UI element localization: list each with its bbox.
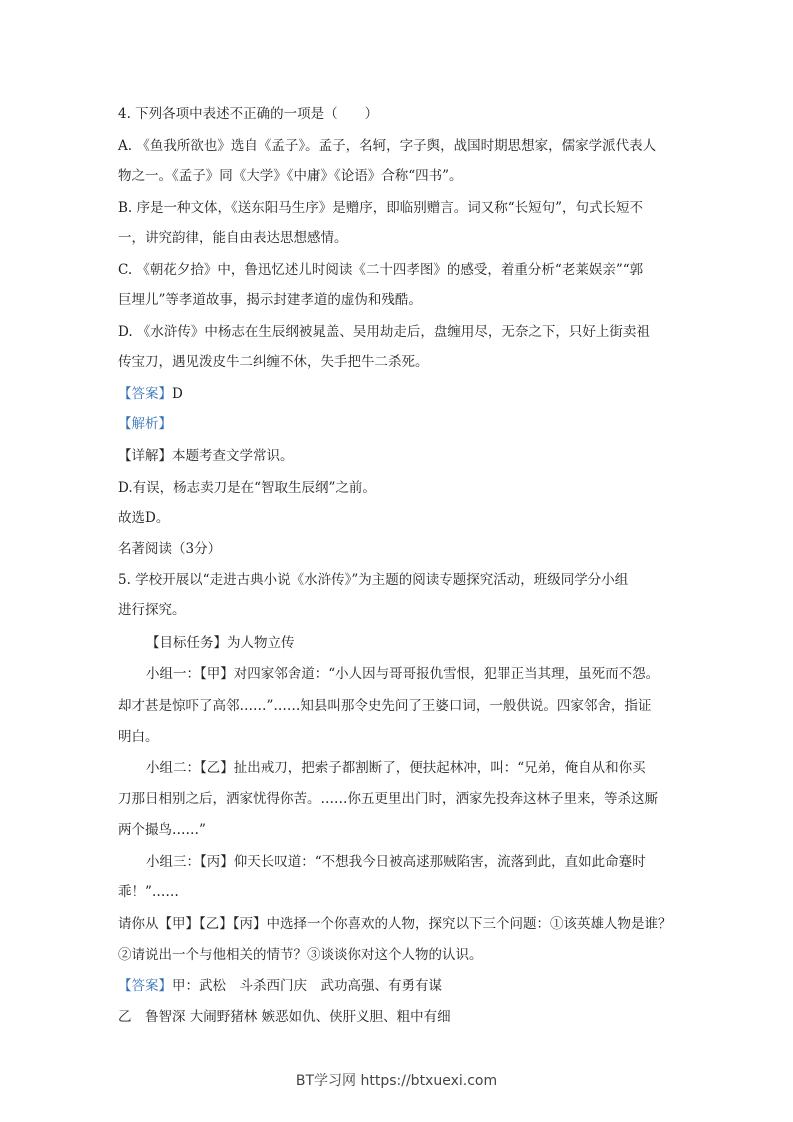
q5-answer-line2: 乙 鲁智深 大闹野猪林 嫉恶如仇、侠肝义胆、粗中有细: [118, 1009, 451, 1025]
section-title: 名著阅读（3分）: [118, 541, 222, 557]
q5-stem-line2: 进行探究。: [118, 602, 186, 618]
group3-line2: 乖！”……: [118, 884, 179, 900]
group1-line1: 小组一：【甲】对四家邻舍道：“小人因与哥哥报仇雪恨，犯罪正当其理，虽死而不怨。: [146, 666, 660, 682]
q4-option-a-line2: 物之一。《孟子》同《大学》《中庸》《论语》合称“四书”。: [118, 168, 463, 184]
answer-tag: 【答案】: [118, 978, 172, 994]
group2-line1: 小组二：【乙】扯出戒刀，把索子都割断了，便扶起林冲，叫：“兄弟，俺自从和你买: [146, 760, 646, 776]
group1-line3: 明白。: [118, 729, 159, 745]
q4-option-d-line1: D. 《水浒传》中杨志在生辰纲被晁盖、吴用劫走后，盘缠用尽，无奈之下，只好上街卖祖: [118, 324, 650, 340]
q4-option-c-line2: 巨埋儿”等孝道故事，揭示封建孝道的虚伪和残酷。: [118, 292, 422, 308]
q4-option-b-line1: B. 序是一种文体，《送东阳马生序》是赠序，即临别赠言。词又称“长短句”，句式长短不: [118, 200, 644, 216]
q4-option-d-line2: 传宝刀，遇见泼皮牛二纠缠不休，失手把牛二杀死。: [118, 354, 429, 370]
q4-option-c-line1: C. 《朝花夕拾》中，鲁迅忆述儿时阅读《二十四孝图》的感受，着重分析“老莱娱亲”“郭: [118, 262, 644, 278]
q4-stem: 4. 下列各项中表述不正确的一项是（ ）: [118, 106, 379, 122]
group3-line1: 小组三：【丙】仰天长叹道：“不想我今日被高逑那贼陷害，流落到此，直如此命蹇时: [146, 854, 646, 870]
q4-answer: [118, 384, 183, 404]
q5-ask-line2: ②请说出一个与他相关的情节？③谈谈你对这个人物的认识。: [118, 947, 483, 963]
q4-option-b-line2: 一，讲究韵律，能自由表达思想感情。: [118, 230, 348, 246]
q5-ask-line1: 请你从【甲】【乙】【丙】中选择一个你喜欢的人物，探究以下三个问题：①该英雄人物是谁？: [118, 916, 672, 932]
q4-option-a-line1: A. 《鱼我所欲也》选自《孟子》。孟子，名轲，字子舆，战国时期思想家，儒家学派代表人: [118, 138, 657, 154]
answer-tag: 【答案】: [118, 386, 172, 402]
group2-line2: 刀那日相别之后，洒家忧得你苦。……你五更里出门时，洒家先投奔这林子里来，等杀这厮: [118, 791, 658, 807]
q4-conclusion: 故选D。: [118, 510, 170, 526]
group1-line2: 却才甚是惊吓了高邻……”……知县叫那令史先问了王婆口词，一般供说。四家邻舍，指证: [118, 698, 652, 714]
q5-answer-line1: [118, 976, 442, 996]
footer-watermark: BT学习网 https://btxuexi.com: [295, 1073, 498, 1089]
answer-text-1: 甲：武松 斗杀西门庆 武功高强、有勇有谋: [172, 978, 442, 994]
q5-task: 【目标任务】为人物立传: [146, 635, 295, 651]
analysis-tag: 【解析】: [118, 416, 172, 432]
q5-stem-line1: 5. 学校开展以“走进古典小说《水浒传》”为主题的阅读专题探究活动，班级同学分小组: [118, 572, 629, 588]
q4-detail-2: D.有误，杨志卖刀是在“智取生辰纲”之前。: [118, 480, 376, 496]
group2-line3: 两个撮鸟……”: [118, 822, 206, 838]
q4-detail: 【详解】本题考查文学常识。: [118, 448, 294, 464]
answer-value: D: [172, 386, 183, 402]
